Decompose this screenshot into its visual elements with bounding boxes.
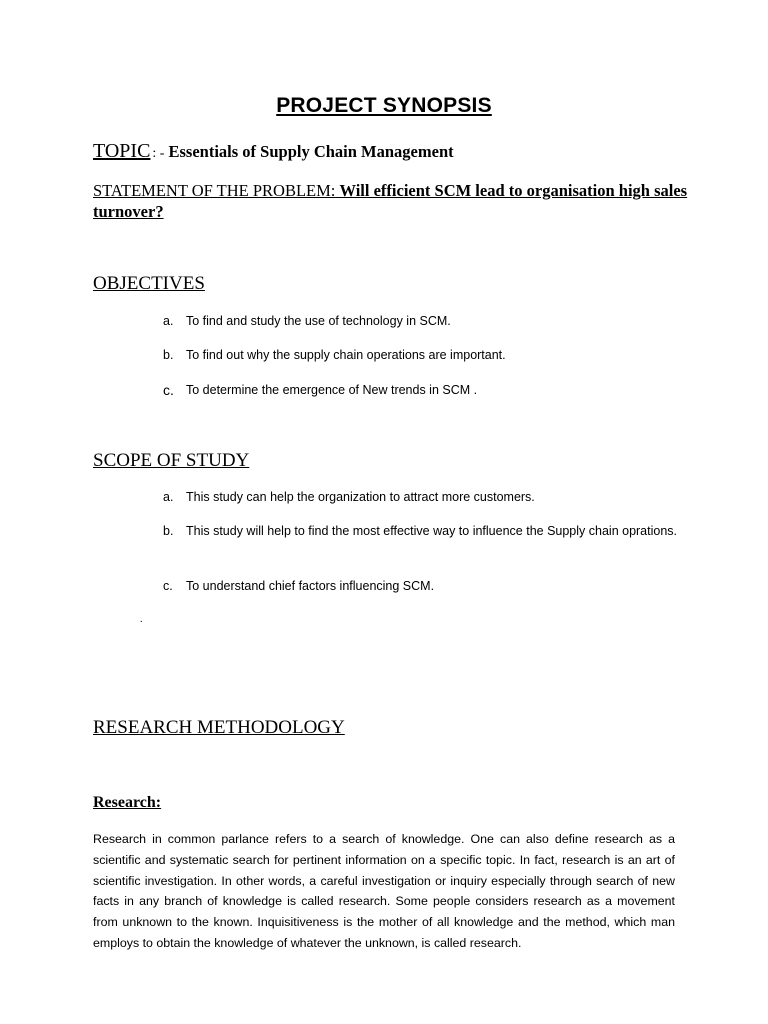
scope-heading: SCOPE OF STUDY [93,450,250,471]
research-paragraph: Research in common parlance refers to a search of knowledge. One can also define research as a scientific and systematic search for pertinent information on a specific topic. In fact, research is an art of scientific investigation. In other words, a careful investigation or inquiry especially through search of new facts in any branch of knowledge is called research. Some people considers research as a movement from unknown to the known. Inquisitiveness is the mother of all knowledge and the method, which man employs to obtain the knowledge of whatever the unknown, is called research. [93,832,675,950]
list-item-text: To determine the emergence of New trends in SCM . [186,383,478,397]
list-item [163,311,703,332]
list-item-text: To find out why the supply chain operations are important. [186,348,506,362]
list-marker: a. [163,490,174,504]
list-item [163,380,703,401]
list-item-text: To find and study the use of technology in SCM. [186,314,451,328]
stray-mark: . [140,614,143,625]
page-title: PROJECT SYNOPSIS [276,94,492,117]
methodology-heading: RESEARCH METHODOLOGY [93,717,345,738]
topic-line [93,140,454,163]
list-item [163,487,703,508]
research-subheading: Research: [93,794,162,811]
list-item [163,576,703,597]
topic-label: TOPIC [93,140,151,162]
list-marker: a. [163,314,174,328]
problem-question: Will efficient SCM lead to organisation high sales turnover? [93,181,688,221]
objectives-heading: OBJECTIVES [93,273,205,294]
list-item [163,345,703,366]
topic-separator: : - [152,146,165,161]
list-item [163,521,703,542]
list-item-text: This study can help the organization to attract more customers. [186,490,535,504]
topic-text: Essentials of Supply Chain Management [168,142,454,161]
list-marker: b. [163,348,174,362]
list-marker: b. [163,524,174,538]
problem-lead: STATEMENT OF THE PROBLEM: [93,181,336,200]
list-marker: c. [163,382,174,398]
list-marker: c. [163,579,173,593]
problem-statement [93,180,693,222]
list-item-text: To understand chief factors influencing SCM. [186,579,435,593]
list-item-text: This study will help to find the most effective way to influence the Supply chain oprations. [186,524,678,538]
